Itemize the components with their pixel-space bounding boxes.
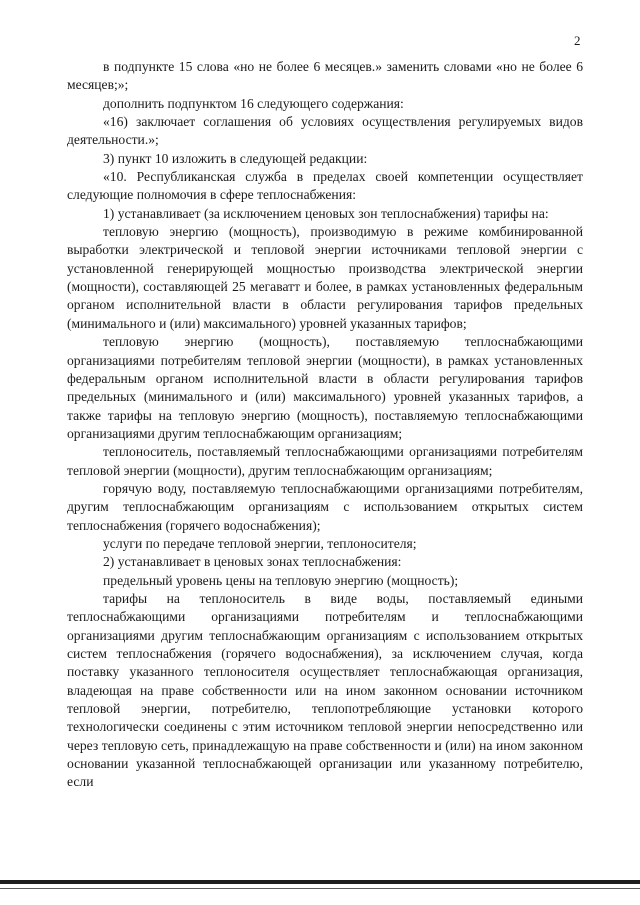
paragraph: тепловую энергию (мощность), производимую в режиме комбинированной выработки электрической и тепловой энергии источниками тепловой энергии с установленной генерирующей мощностью производства электрической энергии (мощности), составляющей 25 мегаватт и более, в рамках установленных федеральным органом исполнительной власти в области регулирования тарифов предельных (минимального и (или) максимального) уровней указанных тарифов; bbox=[67, 224, 583, 331]
page-number: 2 bbox=[574, 33, 581, 48]
paragraph: 3) пункт 10 изложить в следующей редакции: bbox=[103, 150, 368, 166]
paragraph: тепловую энергию (мощность), поставляемую теплоснабжающими организациями потребителям тепловой энергии (мощности), в рамках установленных федеральным органом исполнительной власти в области регулирования тарифов предельных (минимального и (или) максимального) уровней указанных тарифов, а также тарифы на тепловую энергию (мощность), поставляемую теплоснабжающими организациями другим теплоснабжающим организациям; bbox=[67, 334, 583, 441]
document-body bbox=[67, 58, 583, 792]
scan-edge-line bbox=[0, 888, 640, 889]
paragraph: «10. Республиканская служба в пределах своей компетенции осуществляет следующие полномочия в сфере теплоснабжения: bbox=[67, 169, 583, 203]
paragraph: тарифы на теплоноситель в виде воды, поставляемый едиными теплоснабжающими организациями потребителям и теплоснабжающими организациями другим теплоснабжающим организациям с использованием открытых систем теплоснабжения (горячего водоснабжения), за исключением случая, когда поставку указанного теплоносителя осуществляет теплоснабжающая организация, владеющая на праве собственности или на ином законном основании источником тепловой энергии, потребителю, теплопотребляющие установки которого технологически соединены с этим источником тепловой энергии непосредственно или через тепловую сеть, принадлежащую на праве собственности и (или) на ином законном основании указанной теплоснабжающей организации или указанному потребителю, если bbox=[67, 590, 583, 790]
paragraph: 1) устанавливает (за исключением ценовых зон теплоснабжения) тарифы на: bbox=[103, 205, 549, 221]
paragraph: 2) устанавливает в ценовых зонах теплоснабжения: bbox=[103, 554, 402, 570]
paragraph: «16) заключает соглашения об условиях осуществления регулируемых видов деятельности.»; bbox=[67, 114, 583, 148]
paragraph: дополнить подпунктом 16 следующего содержания: bbox=[103, 95, 404, 111]
scan-edge-line bbox=[0, 880, 640, 884]
paragraph: предельный уровень цены на тепловую энергию (мощность); bbox=[103, 572, 459, 588]
paragraph: в подпункте 15 слова «но не более 6 месяцев.» заменить словами «но не более 6 месяцев;»; bbox=[67, 59, 583, 93]
paragraph: теплоноситель, поставляемый теплоснабжающими организациями потребителям тепловой энергии (мощности), другим теплоснабжающим организациям; bbox=[67, 444, 583, 478]
paragraph: горячую воду, поставляемую теплоснабжающими организациями потребителям, другим теплоснабжающим организациям с использованием открытых систем теплоснабжения (горячего водоснабжения); bbox=[67, 480, 583, 533]
paragraph: услуги по передаче тепловой энергии, теплоносителя; bbox=[103, 535, 417, 551]
